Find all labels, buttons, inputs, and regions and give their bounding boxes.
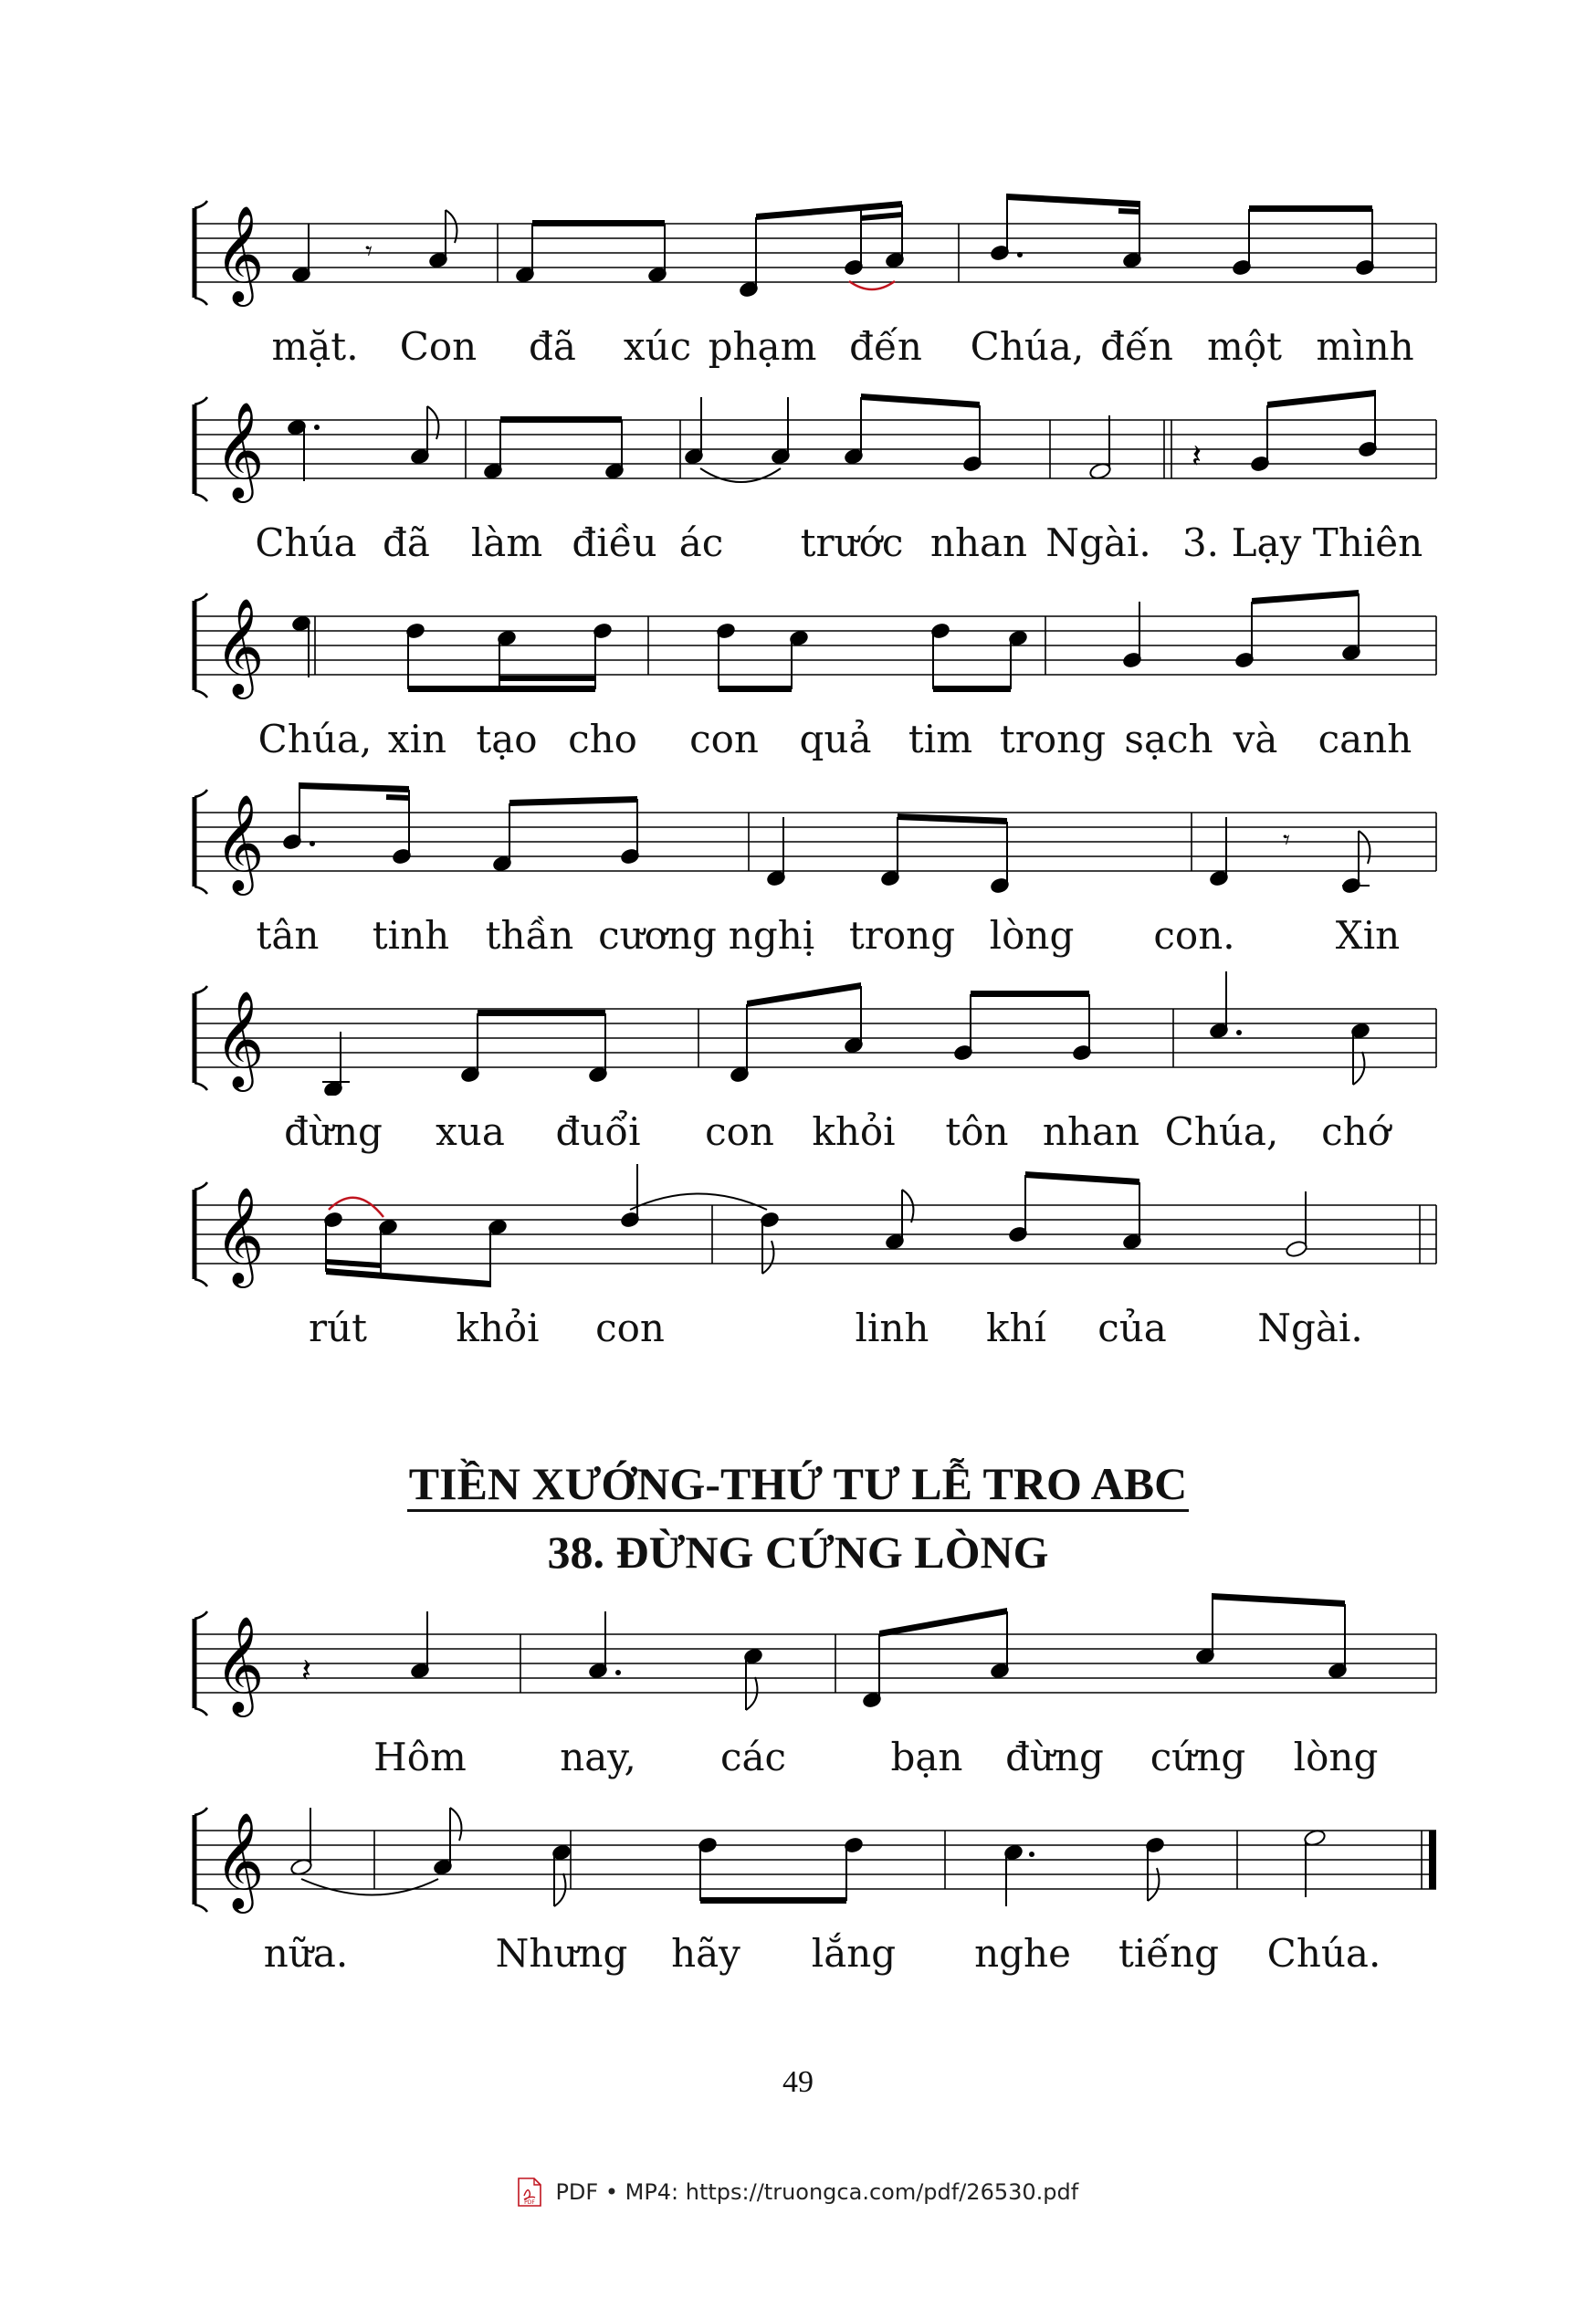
staff-3 (178, 575, 1438, 703)
lyric-syllable: 3. (1181, 520, 1220, 565)
lyric-syllable: cứng (1150, 1735, 1246, 1779)
lyric-syllable: Con (399, 324, 478, 369)
score-system-3 (178, 575, 1438, 785)
lyric-syllable: điều (572, 520, 657, 565)
lyric-syllable: đuổi (555, 1109, 641, 1154)
score-system-6 (178, 1164, 1438, 1374)
svg-text:𝄞: 𝄞 (215, 1615, 265, 1713)
pdf-file-icon (518, 2177, 541, 2207)
lyric-syllable: nay, (560, 1735, 636, 1779)
lyric-line-5 (178, 1105, 1438, 1159)
lyric-syllable: canh (1318, 717, 1412, 761)
lyric-syllable: các (719, 1735, 787, 1779)
lyric-syllable: mặt. (271, 324, 359, 369)
lyric-syllable: lòng (1293, 1735, 1379, 1779)
lyric-syllable: trước (800, 520, 904, 565)
lyric-line-4 (178, 908, 1438, 963)
lyric-syllable: con (595, 1306, 665, 1350)
lyric-syllable: lòng (989, 913, 1075, 958)
lyric-syllable: nghe (974, 1931, 1071, 1976)
song-title: 38. ĐỪNG CỨNG LÒNG (547, 1527, 1049, 1578)
lyric-syllable: tạo (476, 717, 538, 761)
svg-text:𝄞: 𝄞 (215, 793, 265, 891)
score-system-7 (178, 1593, 1438, 1803)
lyric-syllable: đừng (284, 1109, 383, 1154)
lyric-syllable: Hôm (373, 1735, 467, 1779)
lyric-line-6 (178, 1301, 1438, 1356)
lyric-syllable: tiếng (1118, 1931, 1220, 1976)
lyric-syllable: lắng (811, 1931, 897, 1976)
lyric-syllable: xua (436, 1109, 505, 1154)
lyric-syllable: trong (848, 913, 956, 958)
lyric-syllable: phạm (708, 324, 817, 369)
footer-text[interactable]: PDF • MP4: https://truongca.com/pdf/26530.pdf (555, 2179, 1079, 2205)
lyric-syllable: con (689, 717, 759, 761)
score-system-2 (178, 379, 1438, 589)
svg-text:𝄞: 𝄞 (215, 205, 265, 302)
lyric-syllable: nhan (1042, 1109, 1140, 1154)
staff-6 (178, 1164, 1438, 1292)
page-number: 49 (782, 2065, 814, 2099)
lyric-syllable: đã (383, 520, 430, 565)
staff-8 (178, 1789, 1438, 1917)
lyric-syllable: xúc (623, 324, 692, 369)
lyric-syllable: Thiên (1312, 520, 1423, 565)
lyric-line-1 (178, 320, 1438, 374)
svg-text:PDF: PDF (523, 2199, 535, 2206)
lyric-line-7 (178, 1730, 1438, 1785)
lyric-syllable: đã (529, 324, 576, 369)
lyric-syllable: con. (1153, 913, 1235, 958)
lyric-syllable: Xin (1335, 913, 1401, 958)
lyric-syllable: nghị (728, 913, 815, 958)
section-title: TIỀN XƯỚNG-THỨ TƯ LỄ TRO ABC (0, 1456, 1596, 1511)
lyric-syllable: đến (849, 324, 922, 369)
lyric-syllable: Nhưng (495, 1931, 628, 1976)
lyric-syllable: sạch (1124, 717, 1213, 761)
lyric-syllable: thần (485, 913, 574, 958)
lyric-syllable: Chúa, (970, 324, 1085, 369)
lyric-syllable: khí (986, 1306, 1046, 1350)
lyric-syllable: tim (908, 717, 973, 761)
lyric-syllable: làm (470, 520, 543, 565)
staff-1 (178, 183, 1438, 310)
lyric-syllable: ác (678, 520, 724, 565)
svg-text:𝄞: 𝄞 (215, 597, 265, 695)
svg-text:𝄾: 𝄾 (1283, 824, 1290, 856)
lyric-syllable: Chúa (255, 520, 357, 565)
lyric-syllable: bạn (890, 1735, 963, 1779)
lyric-syllable: tinh (372, 913, 450, 958)
svg-text:𝄞: 𝄞 (215, 1186, 265, 1284)
lyric-syllable: chớ (1321, 1109, 1391, 1154)
lyric-syllable: trong (999, 717, 1107, 761)
svg-text:𝄽: 𝄽 (1192, 438, 1202, 476)
lyric-syllable: của (1097, 1306, 1167, 1350)
lyric-syllable: rút (308, 1306, 368, 1350)
lyric-syllable: Lạy (1231, 520, 1302, 565)
svg-text:𝄾: 𝄾 (365, 236, 373, 268)
lyric-syllable: Ngài. (1257, 1306, 1363, 1350)
lyric-syllable: Chúa, (1164, 1109, 1279, 1154)
lyric-syllable: nữa. (263, 1931, 349, 1976)
svg-text:𝄞: 𝄞 (215, 990, 265, 1087)
lyric-syllable: tân (256, 913, 320, 958)
lyric-syllable: cương (598, 913, 717, 958)
lyric-syllable: linh (855, 1306, 929, 1350)
score-system-1 (178, 183, 1438, 393)
svg-text:𝄞: 𝄞 (215, 1811, 265, 1909)
lyric-syllable: cho (568, 717, 637, 761)
svg-text:𝄞: 𝄞 (215, 401, 265, 498)
lyric-syllable: đừng (1005, 1735, 1104, 1779)
lyric-syllable: xin (387, 717, 447, 761)
lyric-syllable: quả (799, 717, 872, 761)
lyric-syllable: tôn (945, 1109, 1009, 1154)
staff-2 (178, 379, 1438, 507)
lyric-syllable: mình (1316, 324, 1414, 369)
lyric-syllable: nhan (929, 520, 1028, 565)
lyric-syllable: Chúa. (1266, 1931, 1381, 1976)
score-system-4 (178, 771, 1438, 981)
lyric-syllable: đến (1100, 324, 1173, 369)
score-system-8 (178, 1789, 1438, 1999)
lyric-syllable: Ngài. (1045, 520, 1151, 565)
lyric-syllable: hãy (671, 1931, 740, 1976)
footer-link[interactable] (0, 2177, 1596, 2207)
staff-4 (178, 771, 1438, 899)
score-system-5 (178, 968, 1438, 1178)
lyric-line-2 (178, 516, 1438, 571)
lyric-syllable: con (705, 1109, 774, 1154)
lyric-syllable: khỏi (456, 1306, 540, 1350)
lyric-line-8 (178, 1926, 1438, 1981)
lyric-line-3 (178, 712, 1438, 767)
staff-7 (178, 1593, 1438, 1721)
staff-5 (178, 968, 1438, 1096)
lyric-syllable: một (1207, 324, 1282, 369)
svg-text:𝄽: 𝄽 (301, 1653, 312, 1690)
lyric-syllable: và (1233, 717, 1278, 761)
lyric-syllable: khỏi (812, 1109, 896, 1154)
lyric-syllable: Chúa, (257, 717, 373, 761)
